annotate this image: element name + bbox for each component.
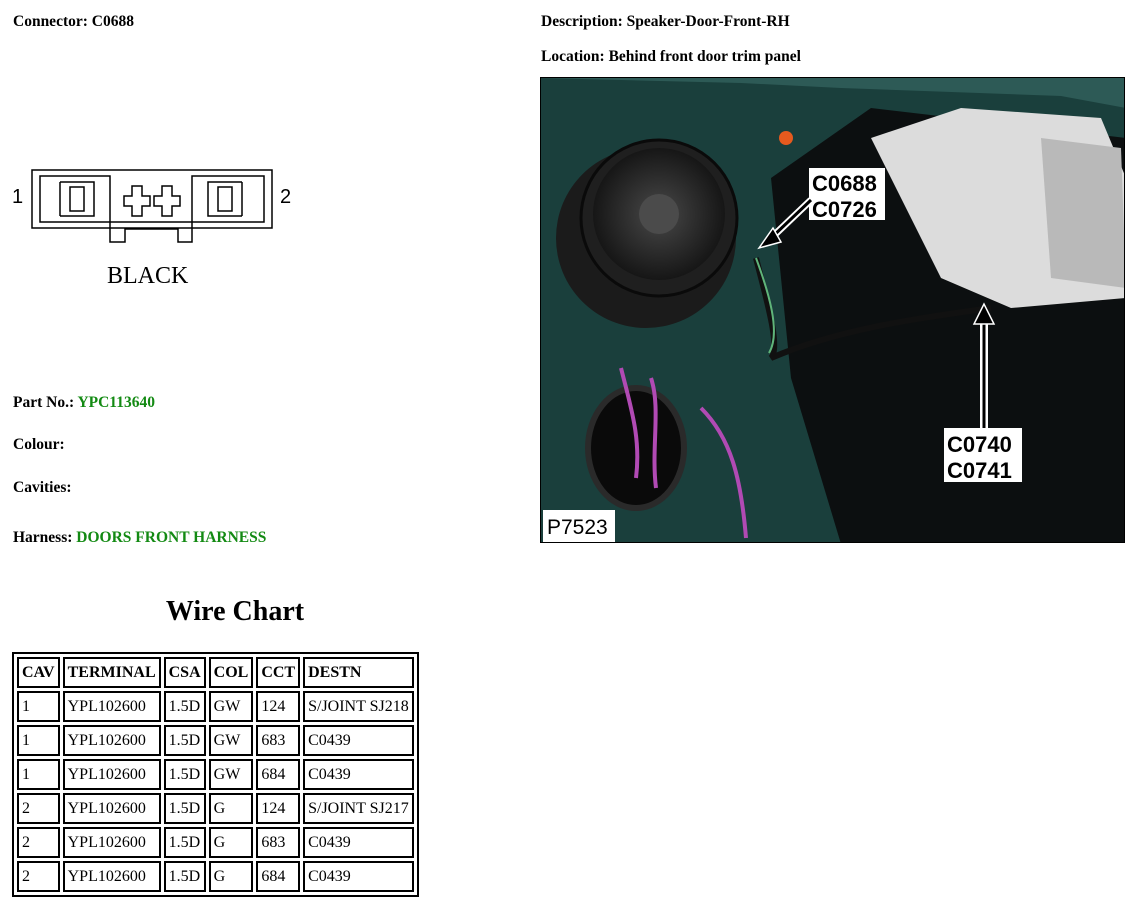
cct-cell: 683 [256, 827, 300, 858]
column-header: CAV [17, 657, 60, 688]
col-cell: GW [209, 759, 254, 790]
table-row [17, 759, 414, 790]
photo-ref: P7523 [547, 516, 608, 539]
table-row [17, 725, 414, 756]
cct-cell: 683 [256, 725, 300, 756]
csa-cell: 1.5D [164, 861, 206, 892]
colour [13, 436, 65, 454]
terminal-cell: YPL102600 [63, 759, 161, 790]
terminal-cell: YPL102600 [63, 691, 161, 722]
keying-cross-right [154, 186, 180, 216]
regulator-housing [1041, 138, 1125, 288]
cct-cell: 124 [256, 691, 300, 722]
col-cell: G [209, 861, 254, 892]
cavities-label: Cavities: [13, 479, 72, 496]
connector-label: Connector: [13, 13, 88, 30]
keying-cross-left [124, 186, 150, 216]
destn-cell: C0439 [303, 861, 414, 892]
destn-cell: C0439 [303, 827, 414, 858]
wire-chart-header-row [17, 657, 414, 688]
connector-outer-shell [32, 170, 272, 228]
location-value: Behind front door trim panel [608, 48, 801, 65]
column-header: COL [209, 657, 254, 688]
connector-inner-body [40, 176, 264, 242]
csa-cell: 1.5D [164, 759, 206, 790]
orange-plug [779, 131, 793, 145]
pin-2-label: 2 [280, 186, 292, 208]
csa-cell: 1.5D [164, 827, 206, 858]
column-header: CSA [164, 657, 206, 688]
table-row [17, 861, 414, 892]
col-cell: GW [209, 725, 254, 756]
colour-text: BLACK [107, 263, 189, 289]
colour-label: Colour: [13, 436, 65, 453]
cct-cell: 684 [256, 861, 300, 892]
cav-cell: 1 [17, 725, 60, 756]
destn-cell: S/JOINT SJ217 [303, 793, 414, 824]
csa-cell: 1.5D [164, 691, 206, 722]
connector-diagram [10, 160, 310, 300]
cav-cell: 1 [17, 691, 60, 722]
destn-cell: S/JOINT SJ218 [303, 691, 414, 722]
location-heading [541, 48, 801, 66]
col-cell: G [209, 793, 254, 824]
table-row [17, 827, 414, 858]
cavity-2-terminal [218, 187, 232, 211]
callout-top-line-1: C0688 [812, 171, 877, 196]
callout-bottom-line-2: C0741 [947, 458, 1012, 483]
table-row [17, 691, 414, 722]
callout-bottom-line-1: C0740 [947, 432, 1012, 457]
table-row [17, 793, 414, 824]
column-header: DESTN [303, 657, 414, 688]
location-photo [540, 77, 1125, 543]
pin-1-label: 1 [12, 186, 24, 208]
col-cell: G [209, 827, 254, 858]
csa-cell: 1.5D [164, 725, 206, 756]
harness [13, 529, 266, 547]
location-label: Location: [541, 48, 605, 65]
terminal-cell: YPL102600 [63, 827, 161, 858]
cav-cell: 2 [17, 861, 60, 892]
csa-cell: 1.5D [164, 793, 206, 824]
cav-cell: 2 [17, 793, 60, 824]
connector-heading [13, 13, 134, 31]
speaker-dust-cap [639, 194, 679, 234]
part-number [13, 394, 155, 412]
description-label: Description: [541, 13, 623, 30]
cav-cell: 1 [17, 759, 60, 790]
connector-value: C0688 [91, 13, 134, 30]
wire-chart-title: Wire Chart [165, 596, 305, 627]
destn-cell: C0439 [303, 725, 414, 756]
destn-cell: C0439 [303, 759, 414, 790]
part-number-value: YPC113640 [77, 394, 155, 411]
column-header: CCT [256, 657, 300, 688]
terminal-cell: YPL102600 [63, 725, 161, 756]
col-cell: GW [209, 691, 254, 722]
harness-value: DOORS FRONT HARNESS [76, 529, 267, 546]
wire-chart-table [12, 652, 419, 897]
cavity-1-terminal [70, 187, 84, 211]
door-photo-illustration [541, 78, 1125, 543]
part-number-label: Part No.: [13, 394, 75, 411]
cavities [13, 479, 72, 497]
cct-cell: 684 [256, 759, 300, 790]
column-header: TERMINAL [63, 657, 161, 688]
cav-cell: 2 [17, 827, 60, 858]
terminal-cell: YPL102600 [63, 861, 161, 892]
description-heading [541, 13, 790, 31]
terminal-cell: YPL102600 [63, 793, 161, 824]
harness-label: Harness: [13, 529, 73, 546]
description-value: Speaker-Door-Front-RH [626, 13, 790, 30]
cct-cell: 124 [256, 793, 300, 824]
callout-top-line-2: C0726 [812, 197, 877, 222]
